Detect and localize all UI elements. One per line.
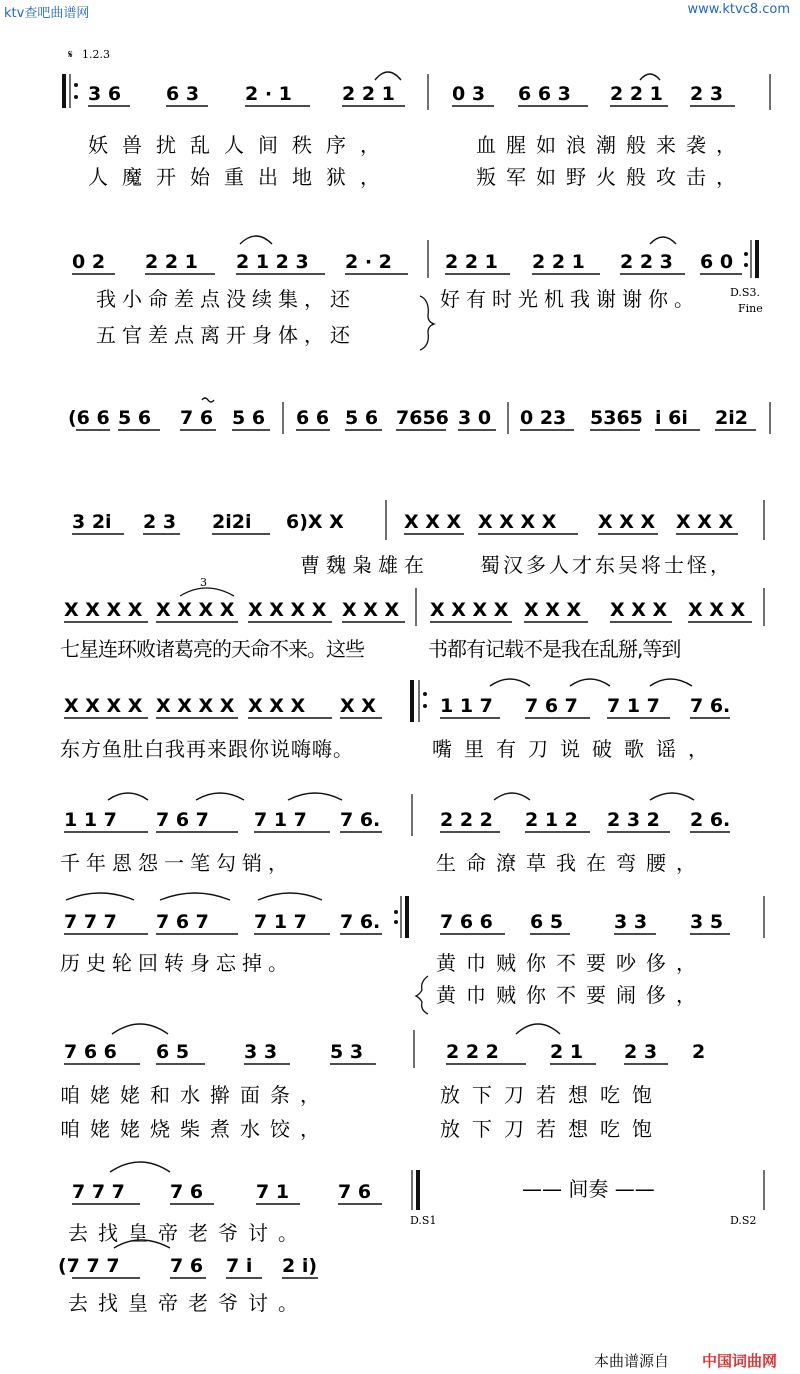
lyric-line: 蜀汉多人才东吴将士怪，	[480, 553, 733, 577]
slur	[108, 793, 148, 800]
note-group: 7656	[396, 407, 449, 429]
note-group: 2 3 2	[607, 809, 660, 831]
notes-row-11	[58, 1255, 317, 1277]
note-group: 3 3	[614, 911, 648, 933]
note-group: 2 · 1	[245, 83, 292, 105]
note-group: 7 6 7	[156, 911, 209, 933]
lyric-line: 黄巾贼你不要吵侈，	[436, 951, 706, 975]
note-group: 5 6	[345, 407, 379, 429]
note-group: 5 6	[232, 407, 266, 429]
lyrics-row-4	[300, 553, 733, 577]
lyric-line: 千年恩怨一笔勾销，	[60, 851, 294, 875]
lyric-line: 东方鱼肚白我再来跟你说嗨嗨。	[60, 737, 354, 761]
lyric-line: 嘴里有刀说破歌谣，	[432, 737, 720, 761]
slur	[640, 74, 660, 80]
lyric-line: 放下刀若想吃饱	[440, 1083, 664, 1107]
segno-mark: 𝄋	[68, 48, 73, 61]
note-group: 7 6 7	[525, 695, 578, 717]
note-group: (6 6	[68, 407, 110, 429]
note-group: 7 6 6	[64, 1041, 117, 1063]
note-group: 2 3	[690, 83, 724, 105]
note-group: 3 6	[88, 83, 122, 105]
note-group: 1 1 7	[440, 695, 493, 717]
note-group: 7 6	[170, 1181, 204, 1203]
note-group: 3 5	[690, 911, 724, 933]
lyric-line: 去找皇帝老爷讨。	[68, 1221, 308, 1245]
note-group: 6)X X	[286, 511, 344, 533]
lyric-line: 历史轮回转身忘掉。	[60, 951, 294, 975]
note-group: 6 6	[296, 407, 330, 429]
repeat-endings: 1.2.3	[82, 48, 110, 61]
note-group: 1 1 7	[64, 809, 117, 831]
slur	[240, 236, 272, 244]
lyric-line: 叛军如野火般攻击，	[476, 165, 746, 189]
lyrics-row-10	[68, 1221, 308, 1245]
note-group: 3 3	[244, 1041, 278, 1063]
slur	[110, 1162, 170, 1172]
slur	[650, 679, 692, 686]
note-group: 2 3	[143, 511, 177, 533]
notes-row-8	[64, 911, 723, 933]
lyric-line: 黄巾贼你不要闹侈，	[436, 983, 706, 1007]
repeat-start-thick	[62, 74, 66, 108]
lyric-line: 血腥如浪潮般来袭，	[476, 133, 746, 157]
mordent-mark	[202, 398, 214, 402]
lyric-line: 七星连环败诸葛亮的天命不来。这些	[60, 637, 364, 661]
note-group: 2 1 2 3	[236, 251, 309, 273]
note-group: 0 3	[452, 83, 486, 105]
note-group: 7 7 7	[64, 911, 117, 933]
lyric-line: 五官差点离开身体，还	[96, 323, 356, 347]
note-group: X X X	[598, 511, 656, 533]
note-group: 7 7 7	[72, 1181, 125, 1203]
site-url-right[interactable]: www.ktvc8.com	[687, 2, 790, 17]
repeat-end-thick	[405, 896, 409, 938]
note-group: 6 0	[700, 251, 734, 273]
note-group: 7 6 6	[440, 911, 493, 933]
note-group: X X X	[676, 511, 734, 533]
note-group: 3 2i	[72, 511, 112, 533]
note-group: 2 2 1	[342, 83, 395, 105]
note-group: 2 2 2	[446, 1041, 499, 1063]
note-group: 7 6.	[690, 695, 731, 717]
slur	[375, 72, 401, 80]
note-group: X X X X	[64, 599, 143, 621]
note-group: 7 6.	[340, 809, 381, 831]
triplet-mark: 3	[200, 576, 207, 589]
lyric-line: 咱姥姥烧柴煮水饺，	[60, 1117, 330, 1141]
note-group: 0 2	[72, 251, 106, 273]
repeat-dot	[74, 83, 78, 87]
repeat-start-thick	[410, 680, 414, 722]
note-group: (7 7 7	[58, 1255, 120, 1277]
notes-row-9	[64, 1041, 705, 1063]
slur	[196, 793, 244, 800]
slur	[650, 237, 676, 244]
note-group: i 6i	[655, 407, 688, 429]
slur	[160, 893, 230, 900]
slur	[494, 793, 530, 800]
source-site-link[interactable]: 中国词曲网	[702, 1352, 778, 1370]
site-logo-left[interactable]: ktv查吧曲谱网	[4, 6, 90, 21]
lyrics-row-2	[96, 287, 700, 347]
lyrics-row-6	[60, 737, 720, 761]
lyrics-row-8	[60, 951, 706, 1007]
note-group: 2 · 2	[345, 251, 392, 273]
note-group: 7 1 7	[607, 695, 660, 717]
note-group: 2 2 1	[445, 251, 498, 273]
slur	[650, 793, 694, 800]
source-label: 本曲谱源自	[594, 1352, 670, 1370]
notes-row-3	[68, 407, 748, 429]
repeat-dot	[74, 95, 78, 99]
note-group: 7 6	[170, 1255, 204, 1277]
note-group: 2 1 2	[525, 809, 578, 831]
note-group: 2 2 1	[145, 251, 198, 273]
lyrics-row-7	[60, 851, 706, 875]
brace	[416, 976, 428, 1014]
note-group: 6 5	[156, 1041, 190, 1063]
lyric-line: 妖兽扰乱人间秩序，	[88, 133, 394, 157]
interlude-label: —— 间奏 ——	[522, 1177, 655, 1201]
notes-row-1	[88, 83, 723, 105]
lyric-line: 咱姥姥和水擀面条，	[60, 1083, 330, 1107]
ds3-mark: D.S3.	[730, 286, 760, 299]
note-group: 2 2 1	[610, 83, 663, 105]
note-group: 2 2 2	[440, 809, 493, 831]
note-group: X X X	[342, 599, 400, 621]
notes-row-4	[72, 511, 734, 533]
notes-row-6	[64, 695, 730, 717]
note-group: 2 6.	[690, 809, 731, 831]
note-group: 0 23	[520, 407, 567, 429]
lyric-line: 我小命差点没续集，还	[96, 287, 356, 311]
note-group: 6 6 3	[518, 83, 571, 105]
note-group: 2 3	[624, 1041, 658, 1063]
barline-thick	[416, 1170, 420, 1210]
note-group: 7 1	[256, 1181, 290, 1203]
note-group: 7 i	[226, 1255, 253, 1277]
repeat-end-thick	[755, 240, 759, 278]
note-group: 2 2 3	[620, 251, 673, 273]
repeat-dot	[423, 692, 427, 696]
note-group: X X X	[610, 599, 668, 621]
note-group: 2i2	[715, 407, 748, 429]
note-group: X X X X	[478, 511, 557, 533]
lyric-line: 人魔开始重出地狱，	[88, 165, 394, 189]
note-group: X X X X	[64, 695, 143, 717]
lyrics-row-5	[60, 637, 680, 661]
slur	[516, 1024, 560, 1034]
note-group: 2i2i	[212, 511, 252, 533]
slur	[570, 679, 610, 686]
note-group: 7 6	[338, 1181, 372, 1203]
note-group: X X	[340, 695, 376, 717]
slur	[258, 893, 322, 900]
slur	[66, 893, 134, 900]
notes-row-7	[64, 809, 730, 831]
lyric-line: 好有时光机我谢谢你。	[440, 287, 700, 311]
note-group: 7 1 7	[254, 809, 307, 831]
note-group: X X X	[524, 599, 582, 621]
fine-mark: Fine	[738, 302, 763, 315]
note-group: X X X	[688, 599, 746, 621]
note-group: 2	[692, 1041, 706, 1063]
triplet-slur	[180, 588, 234, 596]
note-group: 7 6.	[340, 911, 381, 933]
note-group: X X X	[248, 695, 306, 717]
note-group: 6 3	[166, 83, 200, 105]
lyric-line: 放下刀若想吃饱	[440, 1117, 664, 1141]
repeat-dot	[744, 263, 748, 267]
repeat-dot	[744, 252, 748, 256]
repeat-dot	[423, 704, 427, 708]
note-group: 7 1 7	[254, 911, 307, 933]
ds2-mark: D.S2	[730, 1214, 757, 1227]
note-group: X X X	[404, 511, 462, 533]
repeat-dot	[394, 920, 398, 924]
lyrics-row-11	[68, 1291, 308, 1315]
repeat-dot	[394, 910, 398, 914]
note-group: 5 3	[330, 1041, 364, 1063]
note-group: 7 6 7	[156, 809, 209, 831]
notes-row-10	[72, 1181, 371, 1203]
note-group: 2 1	[550, 1041, 584, 1063]
notes-row-2	[72, 251, 733, 273]
lyric-line: 曹魏枭雄在	[300, 553, 430, 577]
note-group: X X X X	[248, 599, 327, 621]
note-group: X X X X	[430, 599, 509, 621]
note-group: 5365	[590, 407, 643, 429]
note-group: X X X X	[156, 695, 235, 717]
note-group: 6 5	[530, 911, 564, 933]
note-group: 2 2 1	[532, 251, 585, 273]
brace	[420, 296, 434, 350]
notes-row-5	[64, 599, 746, 621]
lyric-line: 书都有记载不是我在乱掰,等到	[428, 637, 681, 661]
note-group: X X X X	[156, 599, 235, 621]
lyric-line: 生命潦草我在弯腰，	[436, 851, 706, 875]
slur	[112, 1024, 168, 1034]
note-group: 5 6	[118, 407, 152, 429]
slur	[288, 793, 342, 800]
lyric-line: 去找皇帝老爷讨。	[68, 1291, 308, 1315]
lyrics-row-9	[60, 1083, 664, 1141]
note-group: 3 0	[458, 407, 492, 429]
note-group: 7 6	[180, 407, 214, 429]
note-group: 2 i)	[282, 1255, 318, 1277]
ds1-mark: D.S1	[410, 1214, 437, 1227]
lyrics-row-1	[88, 133, 746, 189]
slur	[490, 679, 530, 686]
